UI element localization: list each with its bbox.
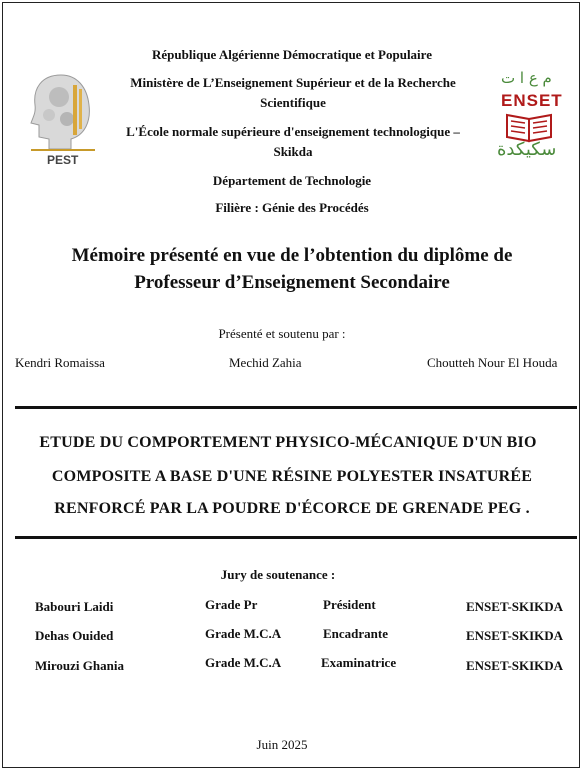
jury-name-3: Mirouzi Ghania [35, 658, 124, 673]
jury-name-1: Babouri Laidi [35, 599, 114, 614]
thesis-title-line-2: COMPOSITE A BASE D'UNE RÉSINE POLYESTER INSATURÉE [51, 468, 533, 485]
jury-role-2: Encadrante [323, 626, 388, 641]
enset-logo-arabic-bottom: سكيكدة [497, 139, 557, 160]
jury-grade-2: Grade M.C.A [205, 626, 282, 641]
memoir-line-1: Mémoire présenté en vue de l’obtention du diplôme de [71, 245, 513, 266]
top-divider [15, 406, 577, 409]
author-1: Kendri Romaissa [15, 355, 105, 370]
ministry-line-2: Scientifique [260, 95, 326, 110]
republic-line: République Algérienne Démocratique et Populaire [152, 47, 432, 62]
pest-logo-text: PEST [47, 153, 79, 167]
enset-logo-text: ENSET [501, 91, 563, 110]
bottom-divider [15, 536, 577, 539]
author-2: Mechid Zahia [229, 355, 302, 370]
jury-institution-2: ENSET-SKIKDA [466, 628, 564, 643]
thesis-title-line-1: ETUDE DU COMPORTEMENT PHYSICO-MÉCANIQUE D'UN BIO [39, 434, 537, 451]
jury-heading: Jury de soutenance : [220, 567, 336, 582]
memoir-line-2: Professeur d’Enseignement Secondaire [134, 272, 450, 293]
school-line-1: L'École normale supérieure d'enseignement technologique – [126, 124, 460, 139]
enset-logo-arabic-top: م ع ا ت [501, 69, 552, 87]
jury-institution-3: ENSET-SKIKDA [466, 658, 564, 673]
presented-by: Présenté et soutenu par : [218, 326, 346, 341]
date: Juin 2025 [256, 737, 308, 752]
ministry-line-1: Ministère de L’Enseignement Supérieur et de la Recherche [130, 75, 456, 90]
thesis-title-line-3: RENFORCÉ PAR LA POUDRE D'ÉCORCE DE GRENADE PEG . [54, 500, 530, 517]
jury-name-2: Dehas Ouided [35, 628, 114, 643]
field-line: Filière : Génie des Procédés [215, 200, 369, 215]
jury-role-1: Président [323, 597, 376, 612]
jury-grade-3: Grade M.C.A [205, 655, 282, 670]
jury-role-3: Examinatrice [321, 655, 397, 670]
author-3: Choutteh Nour El Houda [427, 355, 558, 370]
school-line-2: Skikda [273, 144, 313, 159]
jury-grade-1: Grade Pr [205, 597, 258, 612]
jury-institution-1: ENSET-SKIKDA [466, 599, 564, 614]
department-line: Département de Technologie [212, 173, 372, 188]
title-page [2, 2, 580, 768]
